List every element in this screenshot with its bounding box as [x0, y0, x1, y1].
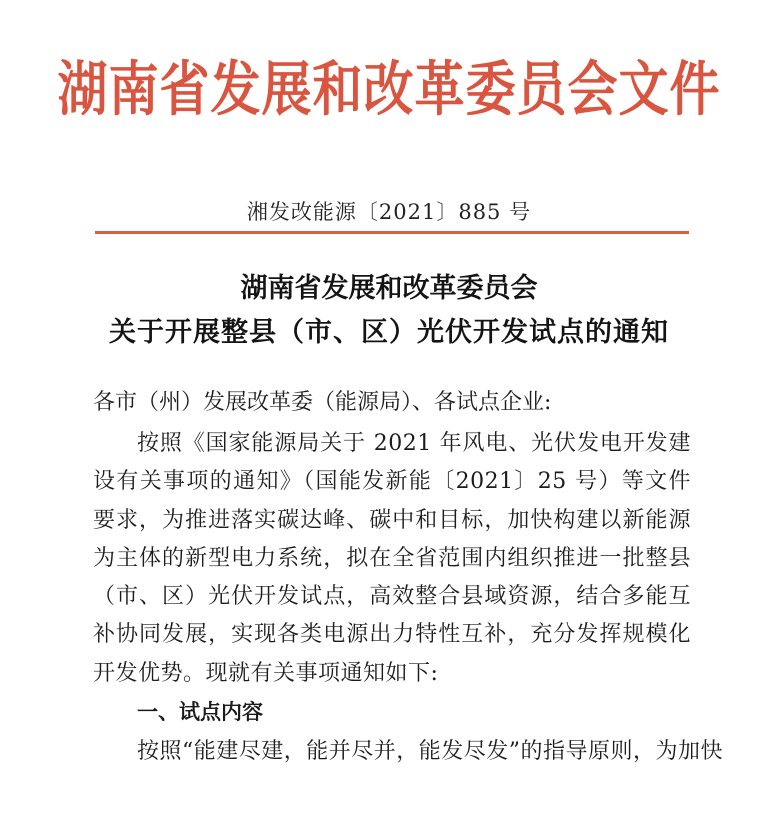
notice-title-line-2: 关于开展整县（市、区）光伏开发试点的通知 — [109, 317, 669, 348]
red-divider-line — [95, 231, 689, 234]
salutation: 各市（州）发展改革委（能源局）、各试点企业: — [93, 390, 552, 415]
document-masthead: 湖南省发展和改革委员会文件 — [57, 54, 721, 124]
body-paragraph-2: 按照“能建尽建，能并尽并，能发尽发”的指导原则，为加快 — [137, 739, 723, 764]
document-number: 湘发改能源〔2021〕885 号 — [246, 200, 532, 224]
notice-title-line-1: 湖南省发展和改革委员会 — [240, 273, 538, 304]
body-paragraph-1: 按照《国家能源局关于 2021 年风电、光伏发电开发建设有关事项的通知》（国能发新能〔2021〕25 号）等文件要求，为推进落实碳达峰、碳中和目标，加快构建以新能源为主体的新型电力系统，拟在全省范围内组织推进一批整县（市、区）光伏开发试点，高效整合县域资源，结合多能互补协同发展，实现各类电源出力特性互补，充分发挥规模化开发优势。现就有关事项通知如下: — [93, 431, 691, 686]
section-heading-1: 一、试点内容 — [137, 700, 263, 724]
